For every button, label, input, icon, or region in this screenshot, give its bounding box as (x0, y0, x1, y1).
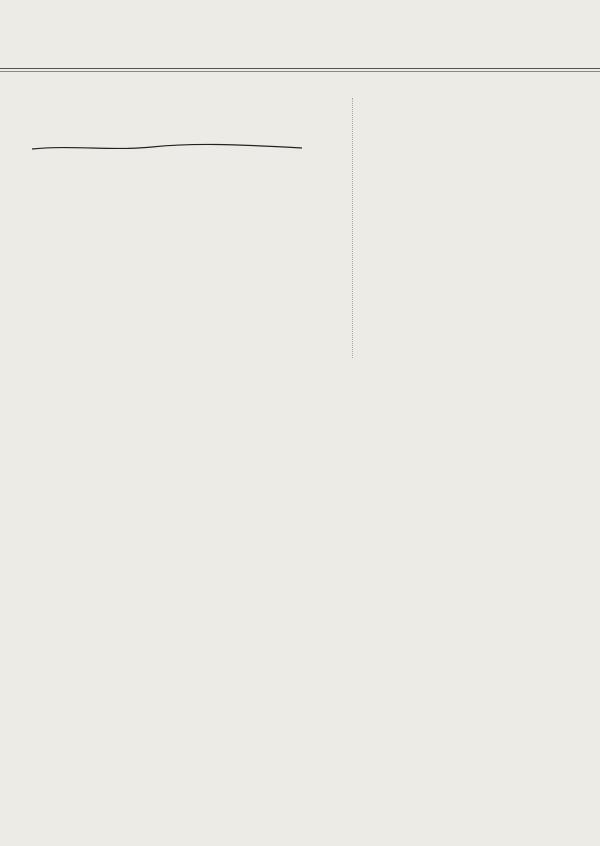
header-divider-secondary (0, 71, 600, 72)
column-divider (352, 98, 354, 358)
header-divider (0, 68, 600, 69)
notice-column (368, 100, 578, 102)
handwritten-underline (32, 141, 302, 153)
